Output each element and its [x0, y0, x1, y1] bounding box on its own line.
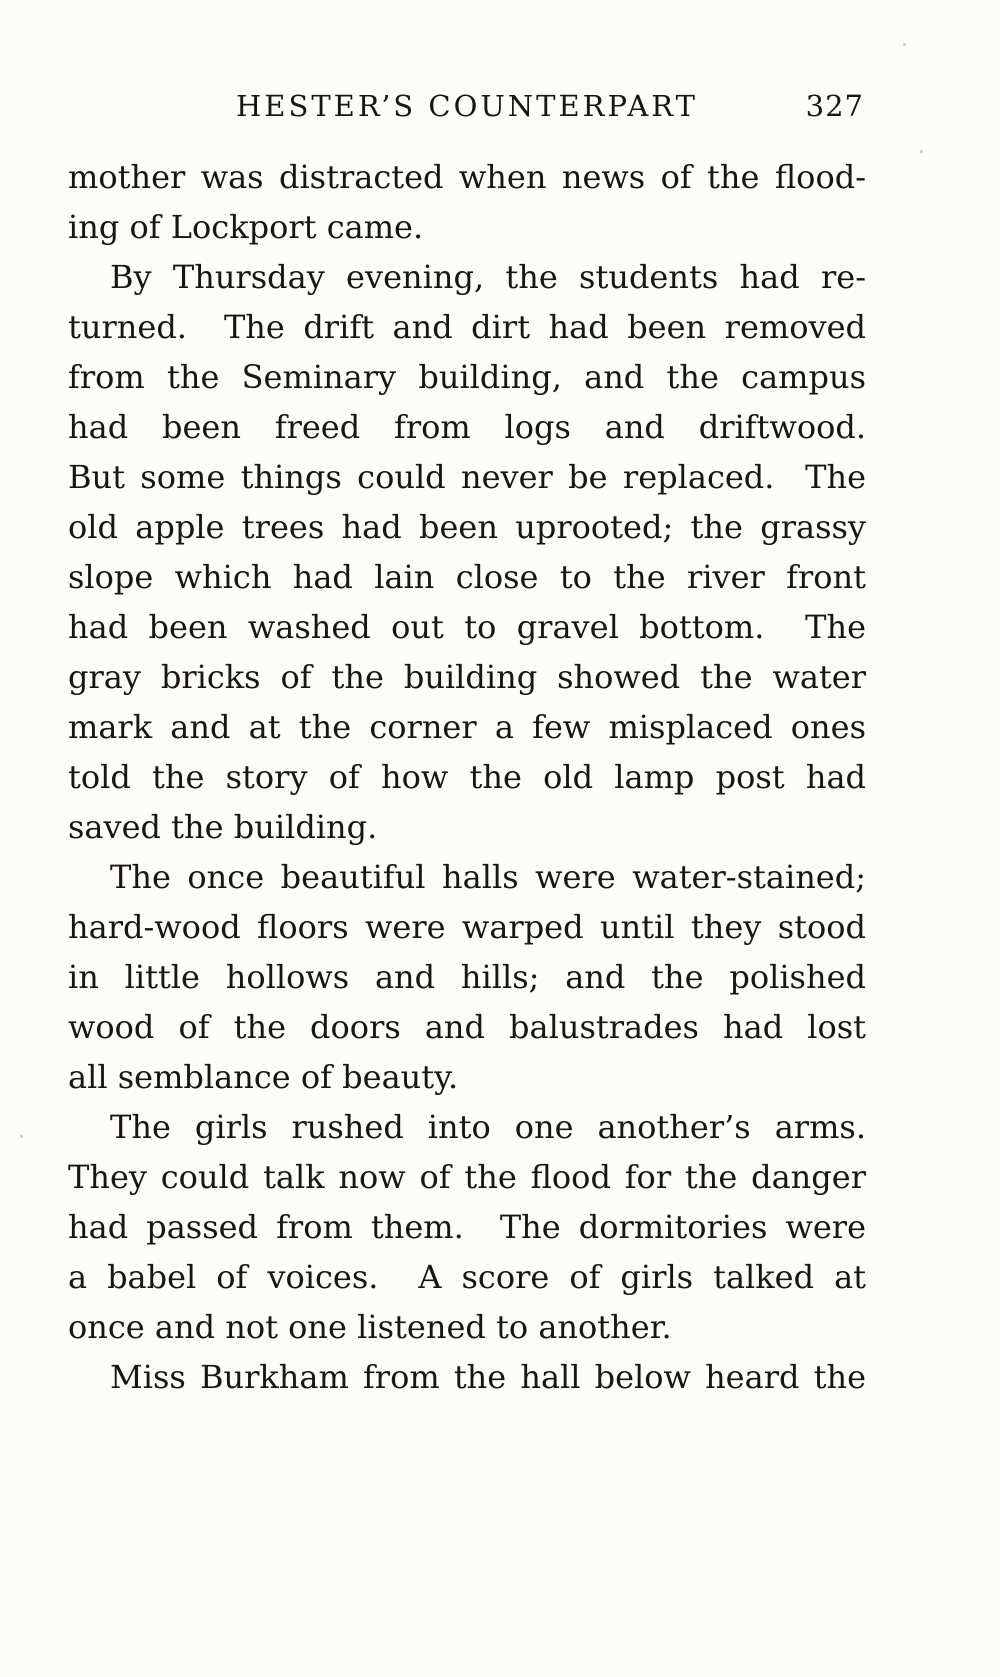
text-line: from the Seminary building, and the campus — [68, 358, 866, 396]
paragraph — [68, 252, 866, 852]
text-line: slope which had lain close to the river front — [68, 558, 866, 596]
paragraph — [68, 1102, 866, 1352]
text-line: Miss Burkham from the hall below heard the — [110, 1358, 866, 1396]
page-number: 327 — [805, 89, 864, 123]
text-line: told the story of how the old lamp post had — [68, 758, 866, 796]
text-line: But some things could never be replaced. The — [68, 458, 866, 496]
text-line: wood of the doors and balustrades had lost — [68, 1008, 866, 1046]
page-header — [68, 86, 866, 126]
scan-speck — [20, 1135, 23, 1138]
text-line: mark and at the corner a few misplaced ones — [68, 708, 866, 746]
paragraph — [68, 1352, 866, 1402]
running-title: HESTER’S COUNTERPART — [236, 89, 698, 123]
paragraph — [68, 152, 866, 252]
text-line: all semblance of beauty. — [68, 1058, 459, 1096]
paragraph — [68, 852, 866, 1102]
text-line: old apple trees had been uprooted; the grassy — [68, 508, 866, 546]
text-line: saved the building. — [68, 808, 378, 846]
scan-speck — [920, 150, 923, 153]
text-body — [68, 152, 866, 1402]
text-line: turned. The drift and dirt had been removed — [68, 308, 866, 346]
text-line: ing of Lockport came. — [68, 208, 424, 246]
text-line: mother was distracted when news of the flood- — [68, 158, 866, 196]
scan-speck — [903, 43, 906, 46]
page-content — [68, 86, 866, 1402]
text-line: once and not one listened to another. — [68, 1308, 672, 1346]
text-line: They could talk now of the flood for the danger — [68, 1158, 866, 1196]
text-line: hard-wood floors were warped until they stood — [68, 908, 866, 946]
text-line: in little hollows and hills; and the polished — [68, 958, 866, 996]
text-line: By Thursday evening, the students had re- — [110, 258, 866, 296]
text-line: had been freed from logs and driftwood. — [68, 408, 866, 446]
text-line: a babel of voices. A score of girls talked at — [68, 1258, 866, 1296]
text-line: had been washed out to gravel bottom. The — [68, 608, 866, 646]
text-line: The girls rushed into one another’s arms. — [110, 1108, 866, 1146]
text-line: The once beautiful halls were water-stained; — [110, 858, 866, 896]
text-line: had passed from them. The dormitories were — [68, 1208, 866, 1246]
text-line: gray bricks of the building showed the water — [68, 658, 866, 696]
